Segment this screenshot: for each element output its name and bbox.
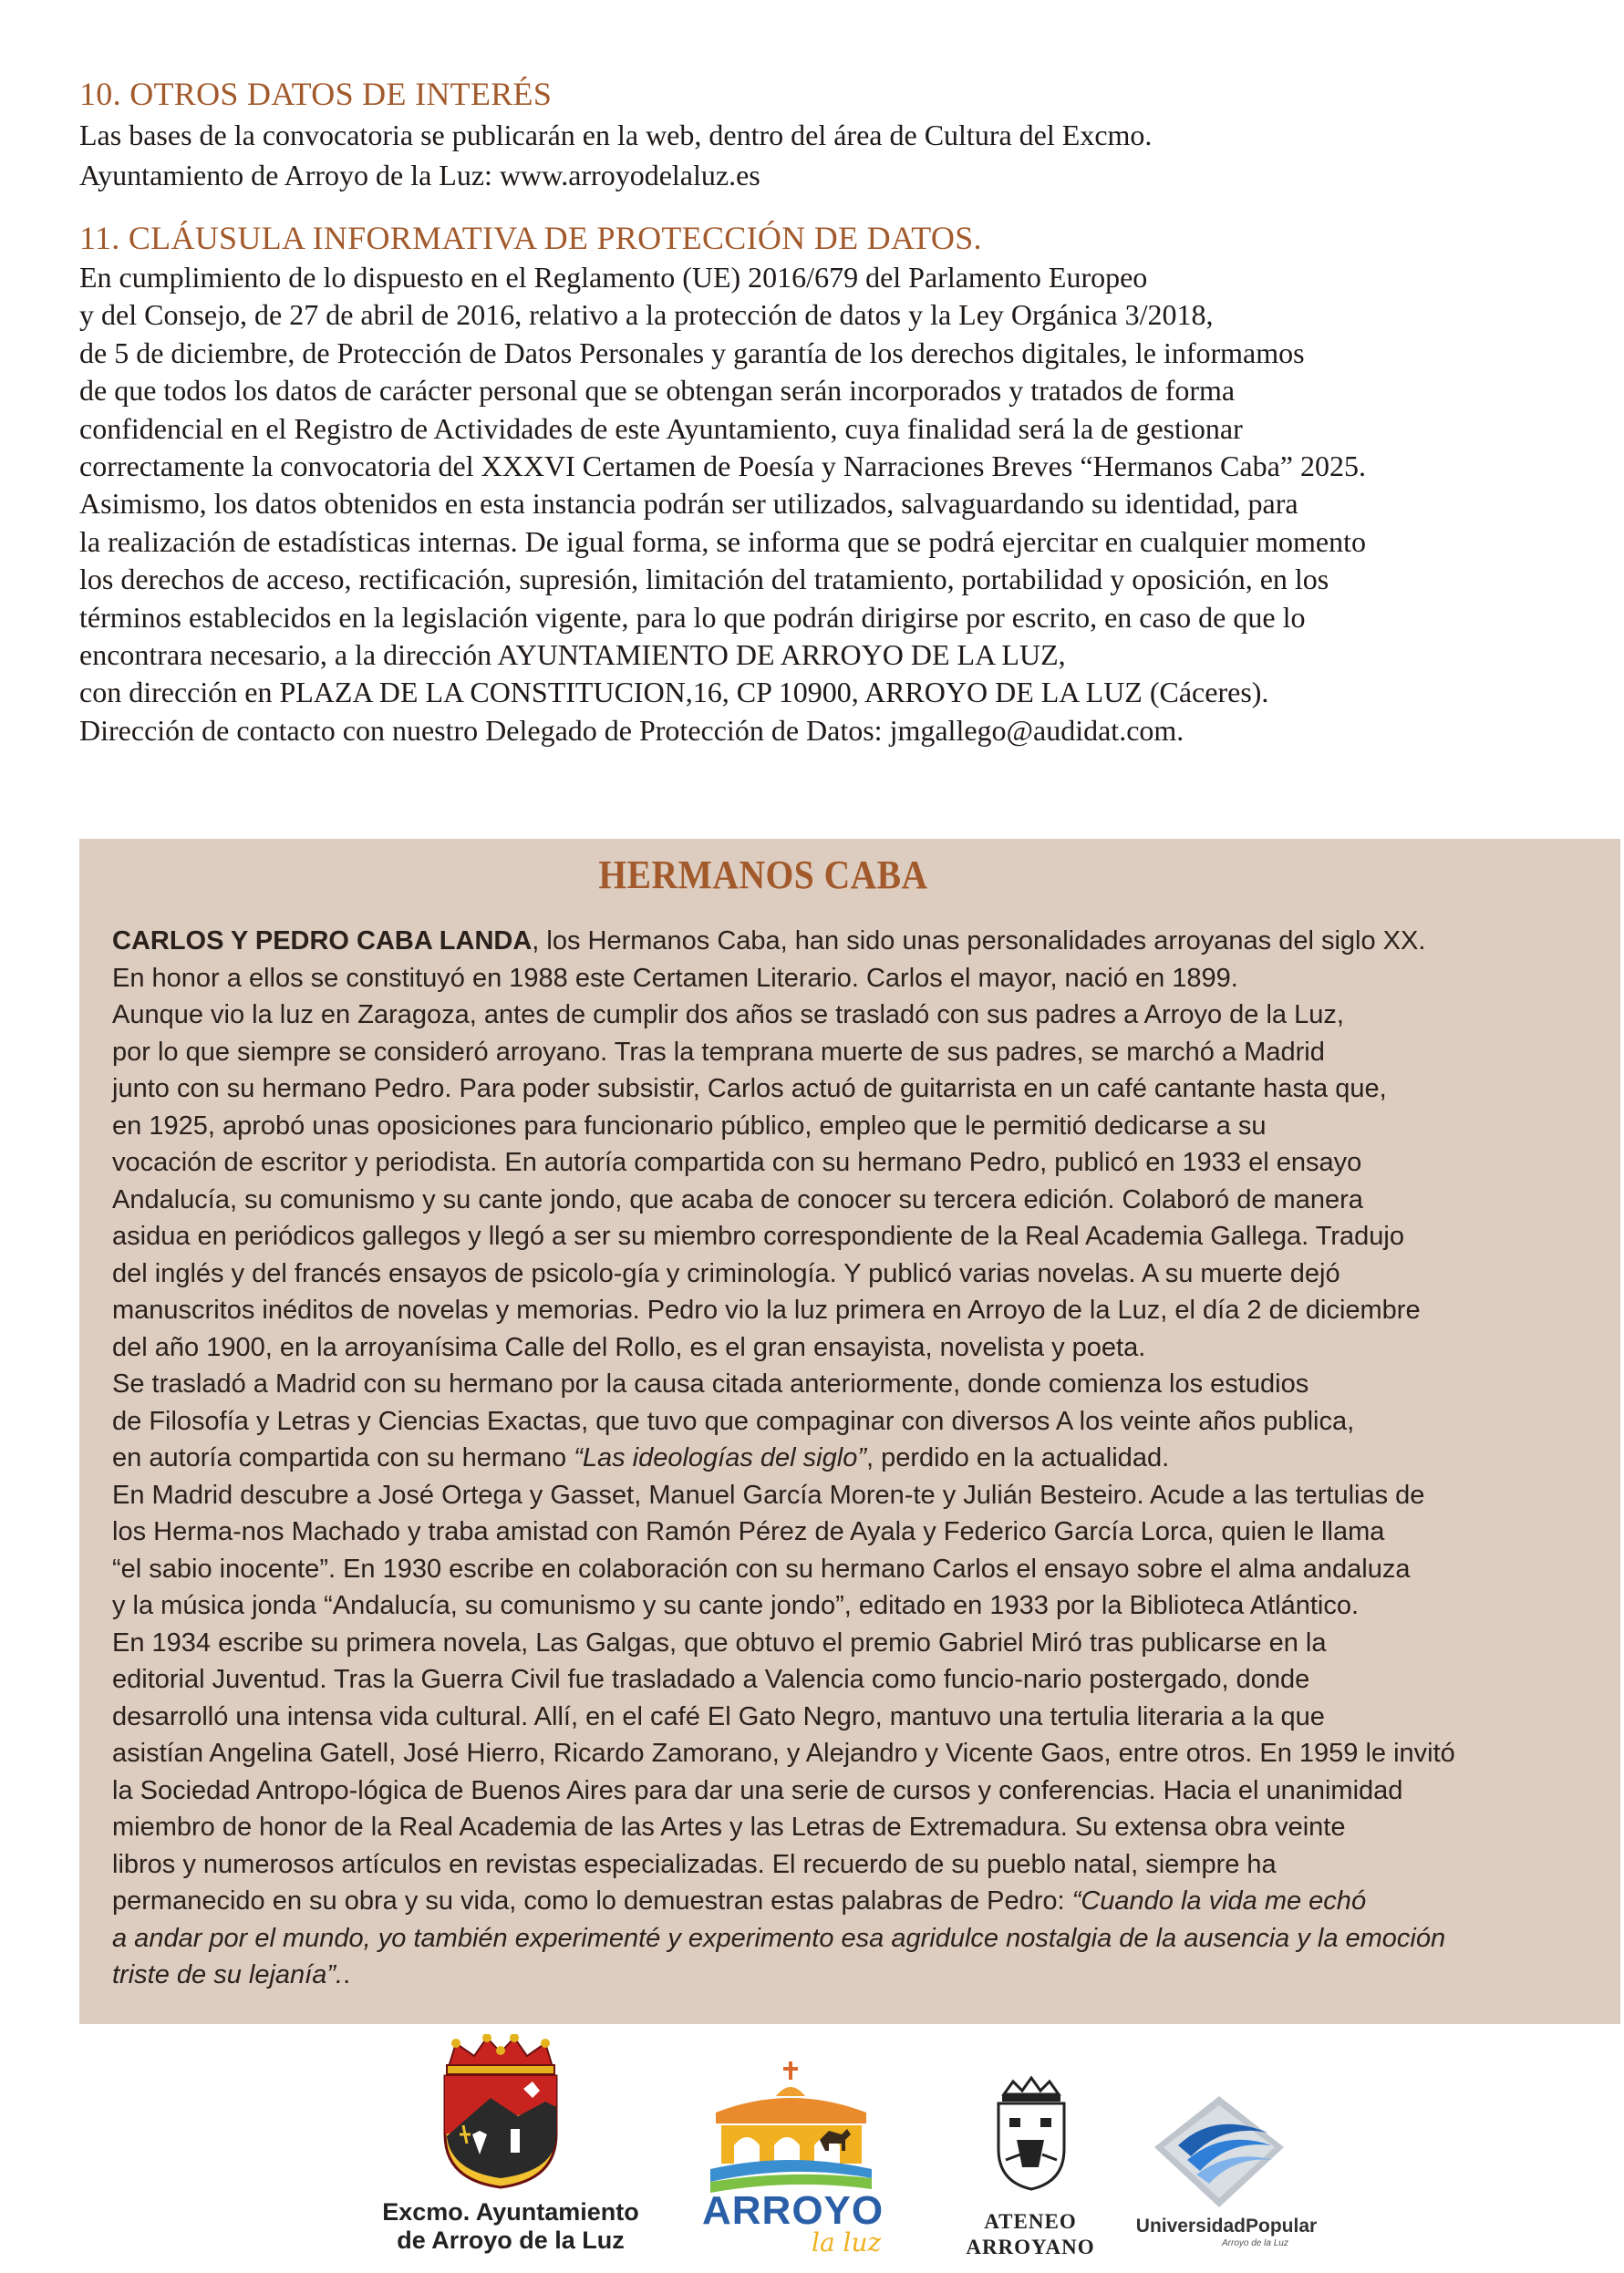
section-11-line: la realización de estadísticas internas. De igual forma, se informa que se podrá ejercitar en cualquier momento bbox=[79, 524, 1366, 558]
hermanos-caba-box bbox=[79, 839, 1620, 2024]
section-11-line: de que todos los datos de carácter personal que se obtengan serán incorporados y tratados de forma bbox=[79, 374, 1236, 408]
section-10-line: Las bases de la convocatoria se publicarán en la web, dentro del área de Cultura del Excmo. bbox=[79, 119, 1153, 151]
bio-line: En 1934 escribe su primera novela, Las Galgas, que obtuvo el premio Gabriel Miró tras publicarse en la bbox=[112, 1627, 1327, 1658]
arroyo-la-luz-logo-icon bbox=[707, 2056, 875, 2193]
bio-quote-line: triste de su lejanía”. bbox=[112, 1960, 344, 1989]
bio-line bbox=[112, 1883, 1598, 1920]
section-10-line: Ayuntamiento de Arroyo de la Luz: www.arroyodelaluz.es bbox=[79, 159, 760, 191]
bio-line: “el sabio inocente”. En 1930 escribe en colaboración con su hermano Carlos el ensayo sobre el alma andaluza bbox=[112, 1554, 1411, 1584]
bio-line: vocación de escritor y periodista. En autoría compartida con su hermano Pedro, publicó en 1933 el ensayo bbox=[112, 1148, 1362, 1177]
bio-quote: “Cuando la vida me echó bbox=[1071, 1886, 1367, 1916]
ateneo-caption-line: ATENEO bbox=[984, 2210, 1077, 2233]
section-11-line: encontrara necesario, a la dirección AYUNTAMIENTO DE ARROYO DE LA LUZ, bbox=[79, 638, 1066, 672]
section-11-line: términos establecidos en la legislación vigente, para lo que podrán dirigirse por escrito, en caso de que lo bbox=[79, 600, 1306, 634]
bio-line: asistían Angelina Gatell, José Hierro, Ricardo Zamorano, y Alejandro y Vicente Gaos, entre otros. En 1959 le invitó bbox=[112, 1739, 1455, 1768]
bio-line: miembro de honor de la Real Academia de las Artes y las Letras de Extremadura. Su extensa obra veinte bbox=[112, 1813, 1346, 1842]
bio-line: libros y numerosos artículos en revistas especializadas. El recuerdo de su pueblo natal, siempre ha bbox=[112, 1849, 1277, 1879]
section-11-line: los derechos de acceso, rectificación, supresión, limitación del tratamiento, portabilidad y oposición, en los bbox=[79, 563, 1329, 596]
ayuntamiento-caption-line: de Arroyo de la Luz bbox=[397, 2227, 625, 2254]
section-11-line: y del Consejo, de 27 de abril de 2016, relativo a la protección de datos y la Ley Orgánica 3/2018, bbox=[79, 298, 1214, 332]
universidad-popular-logo-icon bbox=[1151, 2092, 1288, 2211]
logos-footer bbox=[0, 2029, 1624, 2273]
section-11-line: En cumplimiento de lo dispuesto en el Reglamento (UE) 2016/679 del Parlamento Europeo bbox=[79, 261, 1148, 294]
bio-quote-end: . bbox=[343, 1960, 351, 1989]
ayuntamiento-caption bbox=[360, 2198, 661, 2255]
ayuntamiento-coat-of-arms-icon bbox=[436, 2034, 565, 2189]
section-11-title: 11. CLÁUSULA INFORMATIVA DE PROTECCIÓN DE DATOS. bbox=[79, 220, 982, 256]
bio-line: en 1925, aprobó unas oposiciones para funcionario público, empleo que le permitió dedicarse a su bbox=[112, 1111, 1267, 1141]
section-11-line: Asimismo, los datos obtenidos en esta instancia podrán ser utilizados, salvaguardando su identidad, para bbox=[79, 487, 1298, 521]
section-11-line: con dirección en PLAZA DE LA CONSTITUCION,16, CP 10900, ARROYO DE LA LUZ (Cáceres). bbox=[79, 676, 1269, 709]
bio-line bbox=[112, 923, 1598, 960]
bio-quote-line: a andar por el mundo, yo también experimenté y experimento esa agridulce nostalgia de la ausencia y la emoción bbox=[112, 1923, 1446, 1953]
section-11-line: correctamente la convocatoria del XXXVI Certamen de Poesía y Narraciones Breves “Hermanos Caba” 2025. bbox=[79, 449, 1366, 483]
section-11-line: de 5 de diciembre, de Protección de Datos Personales y garantía de los derechos digitales, le informamos bbox=[79, 336, 1305, 369]
bio-line: de Filosofía y Letras y Ciencias Exactas, que tuvo que compaginar con diversos A los veinte años publica, bbox=[112, 1406, 1355, 1436]
section-11-line: Dirección de contacto con nuestro Delegado de Protección de Datos: jmgallego@audidat.com. bbox=[79, 713, 1184, 747]
bio-line-pre: permanecido en su obra y su vida, como lo demuestran estas palabras de Pedro: bbox=[112, 1886, 1072, 1916]
bio-line: editorial Juventud. Tras la Guerra Civil fue trasladado a Valencia como funcio-nario postergado, donde bbox=[112, 1665, 1310, 1694]
bio-line: por lo que siempre se consideró arroyano. Tras la temprana muerte de sus padres, se marchó a Madrid bbox=[112, 1037, 1325, 1067]
section-11-line: confidencial en el Registro de Actividades de este Ayuntamiento, cuya finalidad será la de gestionar bbox=[79, 411, 1243, 445]
bio-line-pre: en autoría compartida con su hermano bbox=[112, 1443, 574, 1472]
bio-line: En honor a ellos se constituyó en 1988 este Certamen Literario. Carlos el mayor, nació en 1899. bbox=[112, 963, 1238, 993]
section-11 bbox=[79, 217, 1593, 749]
bio-line: Andalucía, su comunismo y su cante jondo, que acaba de conocer su tercera edición. Colaboró de manera bbox=[112, 1184, 1363, 1214]
bio-line bbox=[112, 1957, 1598, 1994]
section-10 bbox=[79, 73, 1593, 195]
bio-line: Aunque vio la luz en Zaragoza, antes de cumplir dos años se trasladó con sus padres a Arroyo de la Luz, bbox=[112, 1000, 1344, 1029]
bio-line: la Sociedad Antropo-lógica de Buenos Aires para dar una serie de cursos y conferencias. Hacia el unanimidad bbox=[112, 1775, 1403, 1805]
ayuntamiento-caption-line: Excmo. Ayuntamiento bbox=[382, 2198, 639, 2226]
bio-line: En Madrid descubre a José Ortega y Gasset, Manuel García Moren-te y Julián Besteiro. Acude a las tertulias de bbox=[112, 1480, 1425, 1510]
bio-body bbox=[112, 923, 1598, 1994]
bio-names: CARLOS Y PEDRO CABA LANDA bbox=[112, 926, 533, 956]
bio-line: asidua en periódicos gallegos y llegó a ser su miembro correspondiente de la Real Academia Gallega. Tradujo bbox=[112, 1222, 1404, 1251]
bio-line: del inglés y del francés ensayos de psicolo-gía y criminología. Y publicó varias novelas. A su muerte dejó bbox=[112, 1258, 1340, 1288]
bio-line: los Herma-nos Machado y traba amistad con Ramón Pérez de Ayala y Federico García Lorca, quien le llama bbox=[112, 1517, 1385, 1546]
universidad-popular-subcaption: Arroyo de la Luz bbox=[1222, 2238, 1288, 2248]
ateneo-emblem-icon bbox=[989, 2076, 1073, 2193]
bio-line-post: , perdido en la actualidad. bbox=[866, 1443, 1170, 1472]
bio-line: del año 1900, en la arroyanísima Calle del Rollo, es el gran ensayista, novelista y poeta. bbox=[112, 1332, 1146, 1362]
arroyo-wordmark: ARROYO bbox=[702, 2188, 884, 2233]
arroyo-subtitle: la luz bbox=[812, 2227, 882, 2258]
bio-line: y la música jonda “Andalucía, su comunismo y su cante jondo”, editado en 1933 por la Biblioteca Atlántico. bbox=[112, 1591, 1360, 1620]
bio-line-rest: , los Hermanos Caba, han sido unas personalidades arroyanas del siglo XX. bbox=[532, 926, 1426, 956]
bio-line: junto con su hermano Pedro. Para poder subsistir, Carlos actuó de guitarrista en un café cantante hasta que, bbox=[112, 1074, 1387, 1103]
section-10-title: 10. OTROS DATOS DE INTERÉS bbox=[79, 76, 553, 112]
bio-title: HERMANOS CABA bbox=[598, 852, 928, 897]
bio-book-title: “Las ideologías del siglo” bbox=[574, 1443, 866, 1472]
ateneo-caption-line: ARROYANO bbox=[966, 2236, 1095, 2258]
bio-line bbox=[112, 1440, 1598, 1477]
bio-line: Se trasladó a Madrid con su hermano por la causa citada anteriormente, donde comienza los estudios bbox=[112, 1369, 1309, 1399]
universidad-popular-caption: UniversidadPopular bbox=[1135, 2216, 1318, 2237]
bio-line: desarrolló una intensa vida cultural. Allí, en el café El Gato Negro, mantuvo una tertulia literaria a la que bbox=[112, 1701, 1325, 1731]
bio-line: manuscritos inéditos de novelas y memorias. Pedro vio la luz primera en Arroyo de la Luz, el día 2 de diciembre bbox=[112, 1296, 1421, 1325]
ateneo-caption bbox=[962, 2209, 1099, 2260]
